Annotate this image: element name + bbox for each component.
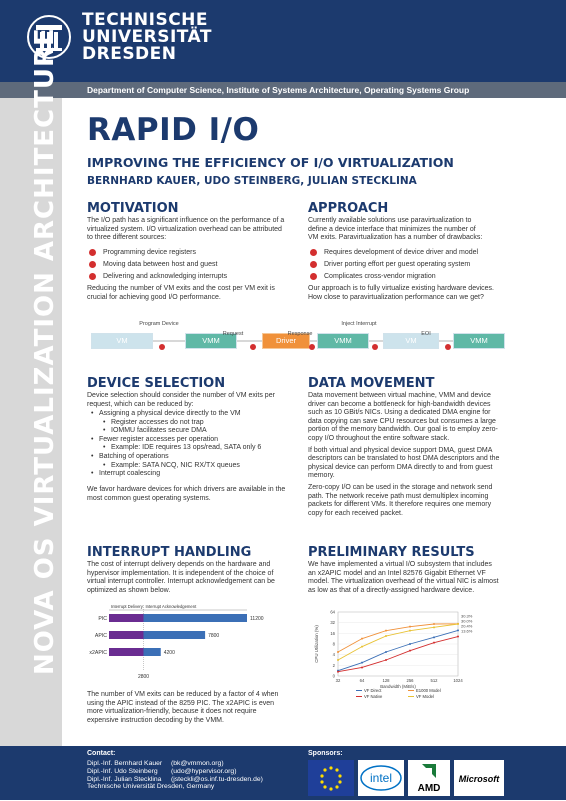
contact-email[interactable]: (jsteckli@os.inf.tu-dresden.de) xyxy=(171,775,263,783)
contact-list xyxy=(87,760,263,791)
data-point xyxy=(385,659,387,661)
data-movement-heading: DATA MOVEMENT xyxy=(308,376,435,391)
department-banner: Department of Computer Science, Institute of Systems Architecture, Operating Systems Group xyxy=(0,82,566,98)
interrupt-handling-outro: The number of VM exits can be reduced by a factor of 4 when using the APIC instead of the 8259 PIC. The x2APIC is even more virtualization-friendly, because it does not require expensive instruction decoding by the VMM. xyxy=(87,691,279,724)
data-point xyxy=(361,662,363,664)
x-tick-label: 64 xyxy=(359,678,365,683)
data-point xyxy=(337,671,339,673)
bar-segment xyxy=(109,614,144,622)
flow-box-vmm: VMM xyxy=(185,333,237,349)
data-movement-text xyxy=(308,392,500,518)
list-item: • Interrupt coalescing xyxy=(87,470,261,479)
category-label: x2APIC xyxy=(89,650,107,656)
bar-segment xyxy=(109,631,144,639)
x-tick-label: 256 xyxy=(406,678,414,683)
y-tick-label: 16 xyxy=(330,630,335,636)
data-point xyxy=(337,651,339,653)
contact-name: Dipl.-Inf. Bernhard Kauer xyxy=(87,760,163,767)
vm-exit-marker xyxy=(309,344,315,350)
legend-label: E1000 Model xyxy=(416,688,441,693)
data-point xyxy=(385,651,387,653)
contact-heading: Contact: xyxy=(87,750,116,757)
vm-exit-marker xyxy=(250,344,256,350)
contact-row xyxy=(87,760,263,768)
institution: Technische Universität Dresden, Germany xyxy=(87,783,215,791)
microsoft-icon xyxy=(454,760,504,796)
flow-label: Response xyxy=(287,331,313,337)
flow-box-vm: VM xyxy=(91,333,153,349)
motivation-outro: Reducing the number of VM exits and the cost per VM exit is crucial for achieving good I/O performance. xyxy=(87,285,275,301)
data-point xyxy=(433,636,435,638)
y-tick-label: 2 xyxy=(332,662,335,668)
x-tick-label: 32 xyxy=(335,678,341,683)
approach-heading: APPROACH xyxy=(308,201,389,216)
flow-box-vm: VM xyxy=(383,333,439,349)
poster-subtitle: IMPROVING THE EFFICIENCY OF I/O VIRTUALIZATION xyxy=(87,155,454,170)
poster-authors: BERNHARD KAUER, UDO STEINBERG, JULIAN STECKLINA xyxy=(87,175,417,187)
y-tick-label: 32 xyxy=(330,620,335,626)
university-name xyxy=(82,12,212,63)
list-item: • IOMMU facilitates secure DMA xyxy=(87,427,261,436)
contact-name: Dipl.-Inf. Julian Stecklina xyxy=(87,775,162,783)
data-point xyxy=(337,659,339,661)
flow-box-driver: Driver xyxy=(262,333,310,349)
list-item: Requires development of device driver and model xyxy=(308,247,478,259)
sponsor-name: Microsoft xyxy=(458,774,500,784)
contact-row xyxy=(87,776,263,784)
category-label: APIC xyxy=(94,633,107,639)
amd-logo xyxy=(408,760,450,796)
legend-label: VF Native xyxy=(364,694,383,699)
bar-total-label: 11200 xyxy=(250,616,264,622)
preliminary-results-heading: PRELIMINARY RESULTS xyxy=(308,545,475,560)
motivation-heading: MOTIVATION xyxy=(87,201,179,216)
flow-box-vmm: VMM xyxy=(453,333,505,349)
legend-label: VF Model xyxy=(416,694,434,699)
flow-label: Inject Interrupt xyxy=(341,321,377,327)
bar-segment xyxy=(144,648,161,656)
approach-outro: Our approach is to fully virtualize existing hardware devices. How close to paravirtualization performance can we get? xyxy=(308,285,494,301)
data-point xyxy=(361,638,363,640)
university-line: TECHNISCHE xyxy=(82,10,209,30)
bar-total-label: 4200 xyxy=(163,650,175,656)
approach-list xyxy=(308,247,478,283)
amd-icon xyxy=(408,760,450,796)
io-path-diagram xyxy=(87,318,547,368)
y-tick-label: 64 xyxy=(330,609,335,615)
device-selection-intro: Device selection should consider the number of VM exits per request, which can be reduced by: xyxy=(87,392,275,408)
data-point xyxy=(385,635,387,637)
paragraph: If both virtual and physical device support DMA, guest DMA descriptors can be translated to host DMA descriptors and the physical device can perform DMA directly to and from guest memory. xyxy=(308,446,500,480)
vm-exit-marker xyxy=(159,344,165,350)
legend-label: VF Direct xyxy=(364,688,382,693)
list-item: Delivering and acknowledging interrupts xyxy=(87,271,227,283)
university-line: UNIVERSITÄT xyxy=(82,27,212,47)
flow-label: EOI xyxy=(421,331,431,337)
y-tick-label: 8 xyxy=(332,641,335,647)
end-value-label: 30.3% xyxy=(461,613,473,619)
x-tick-label: 128 xyxy=(382,678,390,683)
contact-email[interactable]: (bk@vmmon.org) xyxy=(171,760,224,767)
microsoft-logo xyxy=(454,760,504,796)
delivery-value-label: 2800 xyxy=(137,674,150,680)
data-point xyxy=(409,630,411,632)
device-selection-heading: DEVICE SELECTION xyxy=(87,376,226,391)
contact-email[interactable]: (udo@hypervisor.org) xyxy=(171,767,237,775)
header-bar xyxy=(0,0,566,82)
motivation-list xyxy=(87,247,227,283)
bar-segment xyxy=(144,614,248,622)
list-item: • Example: IDE requires 13 ops/read, SATA only 6 xyxy=(87,444,261,453)
end-value-label: 30.0% xyxy=(461,618,473,624)
contact-name: Dipl.-Inf. Udo Steinberg xyxy=(87,767,158,775)
motivation-intro: The I/O path has a significant influence on the performance of a virtualized system. I/O virtualization overhead can be attributed to three different sources: xyxy=(87,217,285,242)
vm-exit-marker xyxy=(372,344,378,350)
x-axis-label: Bandwidth (MiB/s) xyxy=(380,684,416,689)
list-item: Driver porting effort per guest operating system xyxy=(308,259,478,271)
y-tick-label: 0 xyxy=(332,673,335,679)
series-line xyxy=(338,630,458,670)
flow-box-vmm: VMM xyxy=(317,333,369,349)
cpu-utilization-chart xyxy=(308,608,480,700)
interrupt-handling-heading: INTERRUPT HANDLING xyxy=(87,545,252,560)
sponsor-name: AMD xyxy=(417,783,441,794)
data-point xyxy=(409,626,411,628)
end-value-label: 20.4% xyxy=(461,623,473,629)
data-point xyxy=(457,629,459,631)
legend-label: Interrupt Acknowledgement xyxy=(145,604,197,609)
data-point xyxy=(457,623,459,625)
device-selection-outro: We favor hardware devices for which drivers are available in the most common guest operating systems. xyxy=(87,486,286,502)
data-point xyxy=(361,646,363,648)
data-point xyxy=(433,626,435,628)
flow-label: Program Device xyxy=(139,321,179,327)
device-selection-list xyxy=(87,410,261,479)
y-axis-label: CPU Utilization (%) xyxy=(314,625,319,663)
intel-icon xyxy=(358,760,404,796)
paragraph: Data movement between virtual machine, VMM and device driver can become a bottleneck for high-bandwidth devices such as 10 GBit/s NICs. Using a dedicated DMA engine for data copying can save CPU resources but consumes a large portion of the memory bandwidth. Our goal is to employ zero-copy I/O throughout the entire software stack. xyxy=(308,392,498,442)
eu-stars-icon xyxy=(308,760,354,796)
vm-exit-marker xyxy=(445,344,451,350)
list-item: Moving data between host and guest xyxy=(87,259,227,271)
list-item: • Example: SATA NCQ, NIC RX/TX queues xyxy=(87,462,261,471)
list-item: Programming device registers xyxy=(87,247,227,259)
paragraph: Zero-copy I/O can be used in the storage and network send path. The network receive path must demultiplex incoming packets for different VMs. It therefore requires one memory copy for each received packet. xyxy=(308,483,493,517)
university-line: DRESDEN xyxy=(82,44,177,64)
list-item: • Fewer register accesses per operation xyxy=(87,436,261,445)
x-tick-label: 1024 xyxy=(453,678,463,683)
interrupt-cost-chart xyxy=(87,602,287,682)
data-point xyxy=(433,623,435,625)
bar-segment xyxy=(109,648,144,656)
data-point xyxy=(385,630,387,632)
data-point xyxy=(457,636,459,638)
x-tick-label: 512 xyxy=(430,678,438,683)
list-item: Complicates cross-vendor migration xyxy=(308,271,478,283)
intel-logo xyxy=(358,760,404,796)
bar-segment xyxy=(144,631,206,639)
interrupt-handling-intro: The cost of interrupt delivery depends on the hardware and hypervisor implementation. It is independent of the choice of virtual interrupt controller. Interrupt acknowledgement can be optimized as shown below. xyxy=(87,561,275,594)
category-label: PIC xyxy=(98,616,107,622)
y-tick-label: 4 xyxy=(332,652,335,658)
sponsor-name: intel xyxy=(369,771,393,785)
list-item: • Assigning a physical device directly to the VM xyxy=(87,410,261,419)
list-item: • Register accesses do not trap xyxy=(87,419,261,428)
end-value-label: 13.6% xyxy=(461,628,473,634)
data-point xyxy=(433,642,435,644)
sidebar-title: NOVA OS VIRTUALIZATION ARCHITECTURE xyxy=(30,27,60,675)
sponsors-heading: Sponsors: xyxy=(308,750,343,757)
contact-row xyxy=(87,768,263,776)
preliminary-results-intro: We have implemented a virtual I/O subsystem that includes an x2APIC model and an Intel 82576 Gigabit Ethernet VF model. The virtualization overhead of the virtual NIC is almost as low as that of a directly-assigned hardware device. xyxy=(308,561,499,594)
poster-title: RAPID I/O xyxy=(87,112,260,148)
data-point xyxy=(409,650,411,652)
eu-flag-logo xyxy=(308,760,354,796)
flow-label: Request xyxy=(222,331,244,337)
data-point xyxy=(361,666,363,668)
list-item: • Batching of operations xyxy=(87,453,261,462)
bar-total-label: 7800 xyxy=(208,633,220,639)
approach-intro: Currently available solutions use paravirtualization to define a device interface that minimizes the number of VM exits. Paravirtualization has a number of drawbacks: xyxy=(308,217,483,242)
legend-label: Interrupt Delivery xyxy=(111,604,143,609)
data-point xyxy=(409,643,411,645)
